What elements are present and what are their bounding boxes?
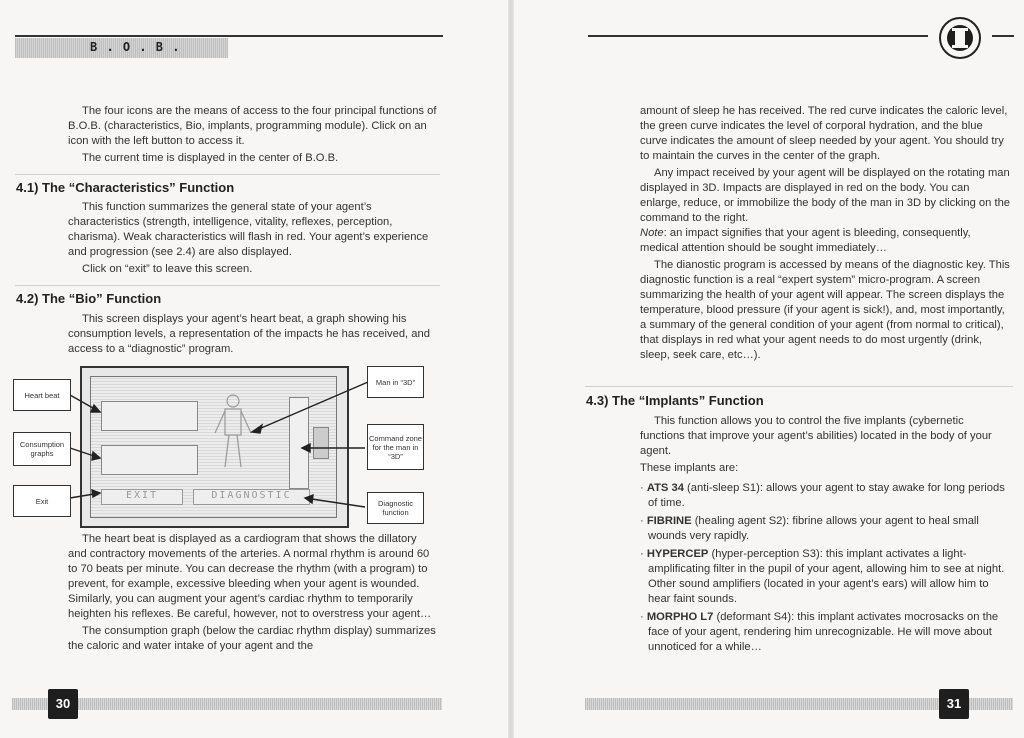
- note-paragraph: [640, 226, 1010, 256]
- implant-item: · HYPERCEP (hyper-perception S3): this implant activates a light-amplificating filter in the pupil of your agent, allowing him to see at night. Other sound amplifiers (located in your agent’s ears) will allow him to hear faint sounds.: [640, 548, 1005, 605]
- implant-name: HYPERCEP: [646, 548, 709, 560]
- callout-command-zone: Command zone for the man in “3D”: [367, 424, 424, 470]
- right-text-top: [640, 104, 1010, 363]
- header-rule: [588, 35, 928, 37]
- section-divider: [585, 386, 1013, 387]
- paragraph: The dianostic program is accessed by means of the diagnostic key. This diagnostic function is a real “expert system” micro-program. A screen summarizing the health of your agent will appear. The screen displays the temperature, blood pressure (if your agent is sick!), and, most importantly, a summary of the general condition of your agent (from normal to critical), that displays in red what your agent needs to do most urgently (drink, sleep, seek care, etc…).: [640, 259, 1010, 361]
- section-heading-4-1: 4.1) The “Characteristics” Function: [16, 180, 235, 195]
- computers-dream-logo: [924, 4, 1016, 74]
- paragraph: This function summarizes the general state of your agent’s characteristics (strength, intelligence, vitality, reflexes, perception, charisma). Weak characteristics will flash in red. Your agent’s experience and progression (see 2.4) are also displayed.: [68, 201, 429, 258]
- paragraph: Click on “exit” to leave this screen.: [82, 263, 253, 275]
- paragraph: amount of sleep he has received. The red curve indicates the caloric level, the green curve indicates the level of corporal hydration, and the blue curve indicates the amount of sleep needed by your agent. You should try to maintain the curves in the center of the graph.: [640, 105, 1008, 162]
- callout-heart-beat: Heart beat: [13, 379, 71, 411]
- implant-name: ATS 34: [646, 482, 684, 494]
- exit-button: EXIT: [101, 489, 183, 505]
- callout-diagnostic: Diagnostic function: [367, 492, 424, 524]
- note-label: Note: [640, 227, 664, 239]
- implant-desc: (anti-sleep S1): allows your agent to stay awake for long periods of time.: [648, 482, 1005, 509]
- implant-desc: (deformant S4): this implant activates mocrosacks on the face of your agent, rendering him unrecognizable. He will move about unnoticed for a while…: [648, 611, 999, 653]
- implant-item: · FIBRINE (healing agent S2): fibrine allows your agent to heal small wounds very rapidly.: [640, 515, 979, 542]
- implant-name: MORPHO L7: [646, 611, 714, 623]
- paragraph: This screen displays your agent’s heart beat, a graph showing his consumption levels, a representation of the impacts he has received, and access to a “diagnostic” program.: [68, 313, 430, 355]
- implants-intro: These implants are:: [640, 462, 739, 474]
- implant-item: · MORPHO L7 (deformant S4): this implant activates mocrosacks on the face of your agent, rendering him unrecognizable. He will move about unnoticed for a while…: [640, 611, 999, 653]
- implant-name: FIBRINE: [646, 515, 692, 527]
- page-number-right: 31: [939, 689, 969, 719]
- implant-desc: (hyper-perception S3): this implant activates a light-amplificating filter in the pupil of your agent, allowing him to see at night. Other sound amplifiers (located in your agent’s ears) will allow him to hear faint sounds.: [648, 548, 1005, 605]
- note-text: : an impact signifies that your agent is bleeding, consequently, medical attention should be sought immediately…: [640, 227, 971, 254]
- paragraph: The heart beat is displayed as a cardiogram that shows the dillatory and contractory movements of the arteries. A normal rhythm is around 60 to 70 beats per minute. You can decrease the rhythm (with a program) to prevent, for example, excessive bleeding when your agent is wounded. Similarly, you can augment your agent’s cardiac rhythm to temporarily heighten his reflexes. Be careful, however, not to overstress your agent…: [68, 533, 432, 620]
- implants-list: [640, 481, 1008, 658]
- page-number-left: 30: [48, 689, 78, 719]
- callout-man-3d: Man in “3D”: [367, 366, 424, 398]
- paragraph: This function allows you to control the five implants (cybernetic functions that improve your agent’s abilities) located in the body of your agent.: [640, 415, 992, 457]
- section-4-3-text: [640, 414, 1010, 476]
- intro-paragraph: The current time is displayed in the center of B.O.B.: [82, 152, 339, 164]
- paragraph: Any impact received by your agent will be displayed on the rotating man displayed in 3D. Impacts are displayed in red on the body. You can enlarge, reduce, or immobilize the body of the man in 3D by clicking on the command to the right.: [640, 167, 1011, 224]
- callout-consumption: Consumption graphs: [13, 432, 71, 466]
- intro-paragraph: The four icons are the means of access to the four principal functions of B.O.B. (characteristics, Bio, implants, programming module). Click on an icon with the left button to access it.: [68, 105, 437, 147]
- diagnostic-button: DIAGNOSTIC: [193, 489, 310, 505]
- running-head: B . O . B .: [90, 40, 181, 54]
- implant-item: · ATS 34 (anti-sleep S1): allows your agent to stay awake for long periods of time.: [640, 482, 1005, 509]
- implant-desc: (healing agent S2): fibrine allows your agent to heal small wounds very rapidly.: [648, 515, 979, 542]
- bio-explanation-text: [68, 532, 438, 654]
- section-heading-4-3: 4.3) The “Implants” Function: [586, 393, 764, 408]
- callout-exit: Exit: [13, 485, 71, 517]
- paragraph: The consumption graph (below the cardiac rhythm display) summarizes the caloric and water intake of your agent and the: [68, 625, 436, 652]
- section-heading-4-2: 4.2) The “Bio” Function: [16, 291, 162, 306]
